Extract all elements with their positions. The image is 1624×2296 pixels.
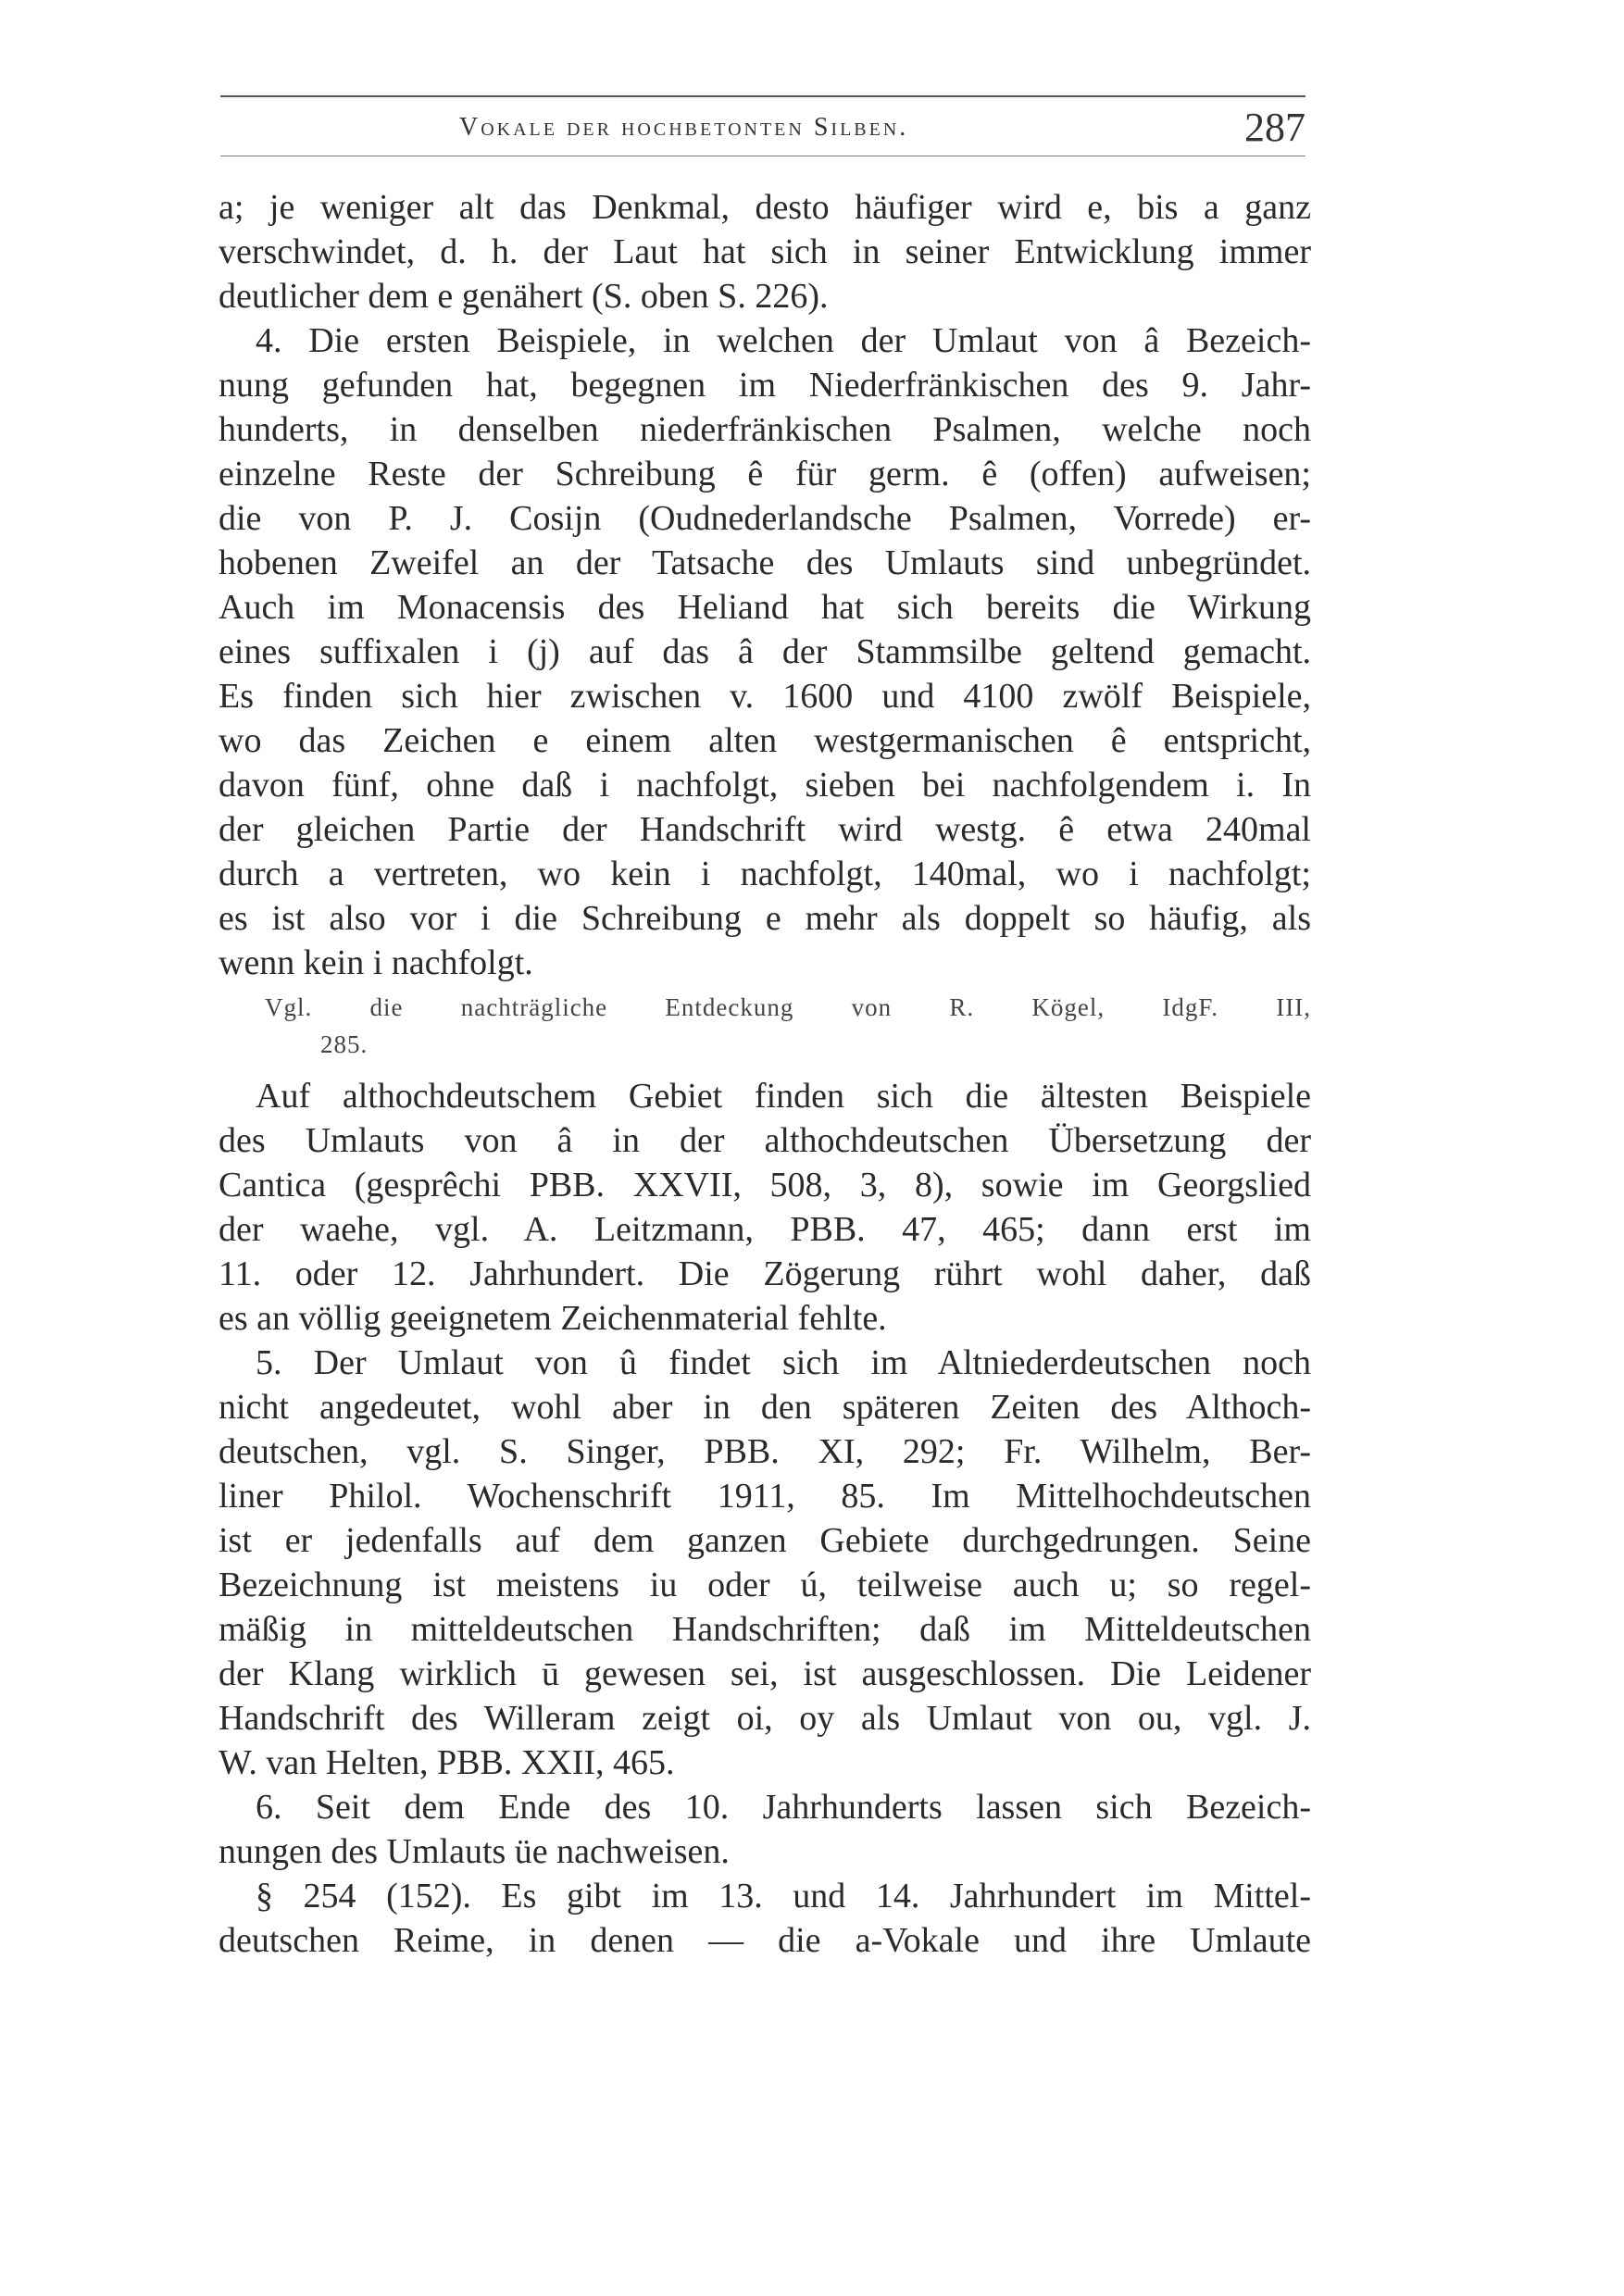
text-line: Auch im Monacensis des Heliand hat sich bereits die Wirkung (219, 588, 1311, 627)
text-line: durch a vertreten, wo kein i nachfolgt, 140mal, wo i nachfolgt; (219, 855, 1311, 893)
text-line: Es finden sich hier zwischen v. 1600 und 4100 zwölf Beispiele, (219, 677, 1311, 716)
text-line: deutschen Reime, in denen — die a-Vokale und ihre Umlaute (219, 1921, 1311, 1960)
text-line: der Klang wirklich ū gewesen sei, ist ausgeschlossen. Die Leidener (219, 1654, 1311, 1693)
text-line: nicht angedeutet, wohl aber in den späteren Zeiten des Althoch- (219, 1388, 1311, 1427)
footnote-line: 285. (320, 1030, 369, 1058)
text-line: a; je weniger alt das Denkmal, desto häufiger wird e, bis a ganz (219, 188, 1311, 227)
footnote-line: Vgl. die nachträgliche Entdeckung von R. Kögel, IdgF. III, (265, 993, 1311, 1021)
text-line: verschwindet, d. h. der Laut hat sich in seiner Entwicklung immer (219, 232, 1311, 271)
text-line: W. van Helten, PBB. XXII, 465. (219, 1743, 675, 1782)
text-line: der waehe, vgl. A. Leitzmann, PBB. 47, 465; dann erst im (219, 1210, 1311, 1249)
text-line: wo das Zeichen e einem alten westgermanischen ê entspricht, (219, 721, 1311, 760)
body-text (219, 185, 1311, 1963)
text-line: einzelne Reste der Schreibung ê für germ. ê (offen) aufweisen; (219, 455, 1311, 493)
text-line: liner Philol. Wochenschrift 1911, 85. Im Mittelhochdeutschen (219, 1477, 1311, 1516)
text-line: wenn kein i nachfolgt. (219, 943, 533, 982)
header-rule-top (220, 95, 1305, 97)
text-line: des Umlauts von â in der althochdeutschen Übersetzung der (219, 1121, 1311, 1160)
text-line: deutschen, vgl. S. Singer, PBB. XI, 292; Fr. Wilhelm, Ber- (219, 1432, 1311, 1471)
text-line: der gleichen Partie der Handschrift wird westg. ê etwa 240mal (219, 810, 1311, 849)
text-line: hobenen Zweifel an der Tatsache des Umlauts sind unbegründet. (219, 543, 1311, 582)
text-line: davon fünf, ohne daß i nachfolgt, sieben bei nachfolgendem i. In (219, 766, 1311, 805)
text-line: nungen des Umlauts üe nachweisen. (219, 1832, 730, 1871)
text-line: mäßig in mitteldeutschen Handschriften; daß im Mitteldeutschen (219, 1610, 1311, 1649)
footnote (219, 989, 1311, 1063)
text-line: 6. Seit dem Ende des 10. Jahrhunderts lassen sich Bezeich- (256, 1788, 1311, 1827)
text-line: Cantica (gesprêchi PBB. XXVII, 508, 3, 8), sowie im Georgslied (219, 1166, 1311, 1204)
text-line: ist er jedenfalls auf dem ganzen Gebiete durchgedrungen. Seine (219, 1521, 1311, 1560)
text-line: es ist also vor i die Schreibung e mehr als doppelt so häufig, als (219, 899, 1311, 938)
text-line: es an völlig geeignetem Zeichenmaterial fehlte. (219, 1299, 887, 1338)
text-line: Handschrift des Willeram zeigt oi, oy als Umlaut von ou, vgl. J. (219, 1699, 1311, 1738)
running-header (220, 104, 1305, 150)
text-line: 11. oder 12. Jahrhundert. Die Zögerung rührt wohl daher, daß (219, 1254, 1311, 1293)
page-number: 287 (1244, 105, 1305, 150)
text-line: 5. Der Umlaut von û findet sich im Altniederdeutschen noch (256, 1343, 1311, 1382)
text-line: deutlicher dem e genähert (S. oben S. 226). (219, 277, 829, 316)
text-line: nung gefunden hat, begegnen im Niederfränkischen des 9. Jahr- (219, 366, 1311, 405)
text-line: Bezeichnung ist meistens iu oder ú, teilweise auch u; so regel- (219, 1566, 1311, 1604)
text-line: hunderts, in denselben niederfränkischen Psalmen, welche noch (219, 410, 1311, 449)
text-line: § 254 (152). Es gibt im 13. und 14. Jahrhundert im Mittel- (256, 1877, 1311, 1915)
text-line: 4. Die ersten Beispiele, in welchen der Umlaut von â Bezeich- (256, 321, 1311, 360)
running-title: Vokale der hochbetonten Silben. (459, 113, 909, 142)
text-line: die von P. J. Cosijn (Oudnederlandsche Psalmen, Vorrede) er- (219, 499, 1311, 538)
text-line: Auf althochdeutschem Gebiet finden sich die ältesten Beispiele (256, 1077, 1311, 1116)
text-line: eines suffixalen i (j) auf das â der Stammsilbe geltend gemacht. (219, 632, 1311, 671)
